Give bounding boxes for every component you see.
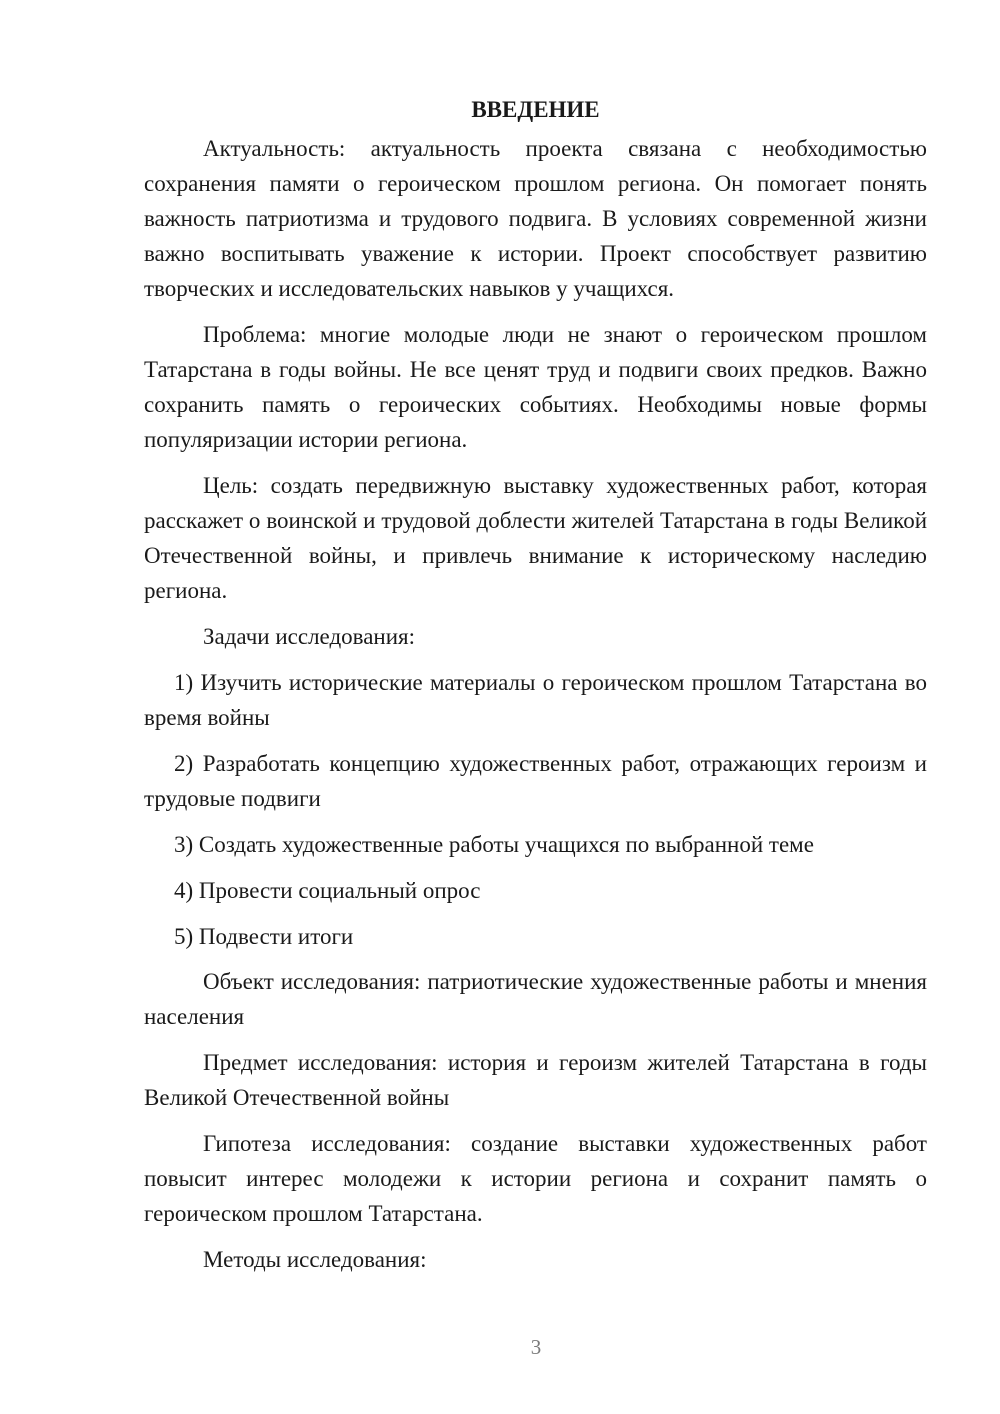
- list-item: 1) Изучить исторические материалы о героическом прошлом Татарстана во время войны: [144, 670, 927, 730]
- paragraph-tasks-heading: Задачи исследования:: [203, 624, 416, 649]
- paragraph-hypothesis: Гипотеза исследования: создание выставки художественных работ повысит интерес молодежи к истории региона и сохранит память о героическом прошлом Татарстана.: [144, 1131, 927, 1226]
- tasks-list: [144, 665, 927, 954]
- paragraph-goal: Цель: создать передвижную выставку художественных работ, которая расскажет о воинской и трудовой доблести жителей Татарстана в годы Великой Отечественной войны, и привлечь внимание к историческому наследию региона.: [144, 473, 927, 603]
- paragraph-subject: Предмет исследования: история и героизм жителей Татарстана в годы Великой Отечественной войны: [144, 1050, 927, 1110]
- section-title: ВВЕДЕНИЕ: [471, 97, 600, 122]
- page-content: [144, 92, 927, 1288]
- page-number: 3: [530, 1335, 542, 1359]
- list-item: 5) Подвести итоги: [174, 924, 354, 949]
- paragraph-problem: Проблема: многие молодые люди не знают о героическом прошлом Татарстана в годы войны. Не все ценят труд и подвиги своих предков. Важно сохранить память о героических событиях. Необходимы новые формы популяризации истории региона.: [144, 322, 927, 452]
- list-item: 2) Разработать концепцию художественных работ, отражающих героизм и трудовые подвиги: [144, 751, 927, 811]
- paragraph-object: Объект исследования: патриотические художественные работы и мнения населения: [144, 969, 927, 1029]
- list-item: 4) Провести социальный опрос: [174, 878, 481, 903]
- paragraph-methods-heading: Методы исследования:: [203, 1247, 427, 1272]
- list-item: 3) Создать художественные работы учащихся по выбранной теме: [174, 832, 814, 857]
- paragraph-relevance: Актуальность: актуальность проекта связана с необходимостью сохранения памяти о героическом прошлом региона. Он помогает понять важность патриотизма и трудового подвига. В условиях современной жизни важно воспитывать уважение к истории. Проект способствует развитию творческих и исследовательских навыков у учащихся.: [144, 136, 927, 301]
